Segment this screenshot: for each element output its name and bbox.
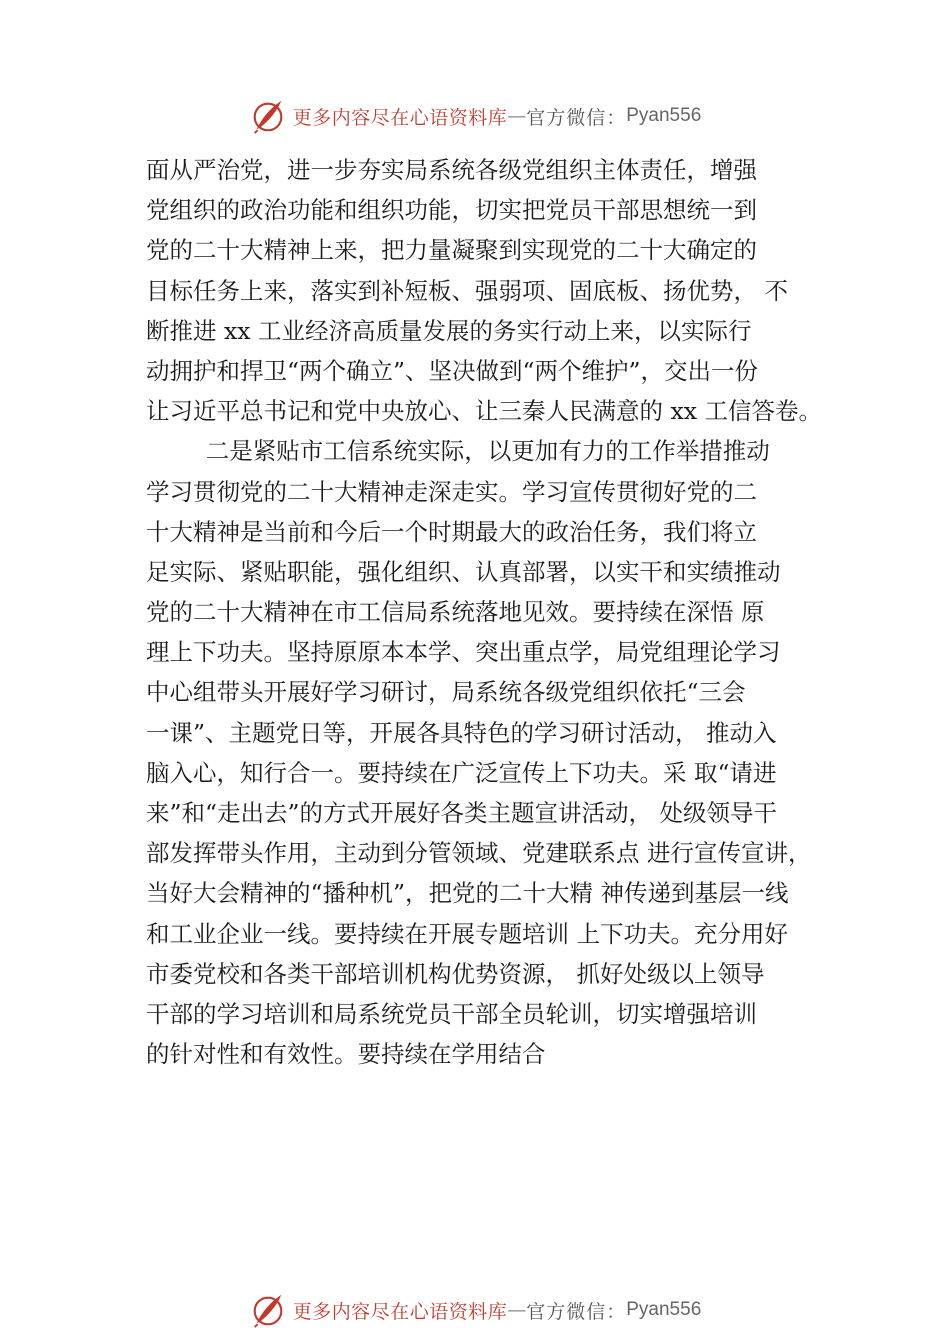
text-line: 脑入心，知行合一。要持续在广泛宣传上下功夫。采 取“请进: [146, 758, 777, 787]
banner-official-label: 官方微信：: [526, 1300, 627, 1323]
footer-banner: [0, 1290, 950, 1330]
text-line: 学习贯彻党的二十大精神走深走实。学习宣传贯彻好党的二: [146, 477, 757, 506]
quill-seal-icon: [249, 97, 287, 135]
text-line: 党的二十大精神上来，把力量凝聚到实现党的二十大确定的: [146, 236, 757, 265]
text-line: 一课”、主题党日等，开展各具特色的学习研讨活动， 推动入: [146, 718, 777, 747]
text-line: 让习近平总书记和党中央放心、让三秦人民满意的 xx 工信答卷。: [146, 397, 822, 426]
text-line: 市委党校和各类干部培训机构优势资源， 抓好处级以上领导: [146, 959, 765, 988]
text-line: 足实际、紧贴职能，强化组织、认真部署，以实干和实绩推动: [146, 557, 781, 586]
text-line: 干部的学习培训和局系统党员干部全员轮训，切实增强培训: [146, 999, 757, 1028]
text-line: 当好大会精神的“播种机”，把党的二十大精 神传递到基层一线: [146, 879, 789, 908]
text-line: 动拥护和捍卫“两个确立”、坚决做到“两个维护”，交出一份: [146, 356, 759, 385]
quill-seal-icon: [249, 1291, 287, 1329]
text-line: 十大精神是当前和今后一个时期最大的政治任务，我们将立: [146, 517, 757, 546]
text-line: 部发挥带头作用，主动到分管领域、党建联系点 进行宣传宣讲，: [146, 839, 812, 868]
text-line: 和工业企业一线。要持续在开展专题培训 上下功夫。充分用好: [146, 919, 788, 948]
banner-wechat-id: Pyan556: [626, 1299, 702, 1320]
banner-separator: —: [507, 105, 527, 127]
paragraph-start-line: 二是紧贴市工信系统实际，以更加有力的工作举措推动: [146, 437, 770, 466]
document-body: [146, 150, 836, 1074]
text-line: 党的二十大精神在市工信局系统落地见效。要持续在深悟 原: [146, 598, 765, 627]
text-line: 党组织的政治功能和组织功能，切实把党员干部思想统一到: [146, 196, 757, 225]
banner-separator: —: [507, 1299, 527, 1321]
header-banner: [0, 96, 950, 136]
text-line: 的针对性和有效性。要持续在学用结合: [146, 1040, 546, 1069]
text-line: 面从严治党，进一步夯实局系统各级党组织主体责任，增强: [146, 156, 757, 184]
banner-wechat-id: Pyan556: [626, 105, 702, 126]
text-line: 目标任务上来，落实到补短板、强弱项、固底板、扬优势， 不: [146, 276, 788, 305]
text-line: 断推进 xx 工业经济高质量发展的务实行动上来，以实际行: [146, 316, 752, 345]
banner-title: 更多内容尽在心语资料库: [292, 1300, 508, 1323]
text-line: 来”和“走出去”的方式开展好各类主题宣讲活动， 处级领导干: [146, 799, 778, 827]
text-line: 中心组带头开展好学习研讨，局系统各级党组织依托“三会: [146, 678, 746, 707]
banner-official-label: 官方微信：: [526, 106, 627, 129]
banner-title: 更多内容尽在心语资料库: [292, 106, 508, 129]
text-line: 理上下功夫。坚持原原本本学、突出重点学，局党组理论学习: [146, 638, 781, 667]
